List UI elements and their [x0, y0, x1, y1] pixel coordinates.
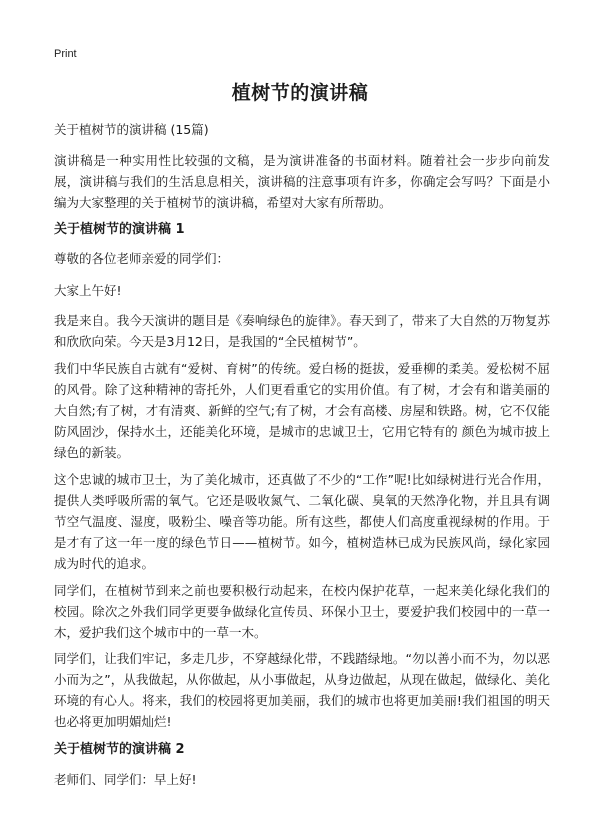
section2-greeting: 老师们、同学们：早上好!	[54, 772, 197, 787]
section-heading-1: 关于植树节的演讲稿 1	[54, 222, 185, 237]
section1-morning: 大家上午好!	[54, 283, 122, 298]
intro-paragraph: 演讲稿是一种实用性比较强的文稿，是为演讲准备的书面材料。随着社会一步步向前发展，演讲稿与我们的生活息息相关，演讲稿的注意事项有许多，你确定会写吗？下面是小编为大家整理的关于植树节的演讲稿，希望对大家有所帮助。	[54, 153, 550, 210]
document-subtitle: 关于植树节的演讲稿 (15篇)	[54, 122, 209, 137]
section1-paragraph-2: 我们中华民族自古就有“爱树、育树”的传统。爱白杨的挺拔，爱垂柳的柔美。爱松树不屈的风骨。除了这种精神的寄托外，人们更看重它的实用价值。有了树，才会有和谐美丽的大自然;有了树，才有清爽、新鲜的空气;有了树，才会有高楼、房屋和铁路。树，它不仅能防风固沙，保持水土，还能美化环境，是城市的忠诚卫士，它用它特有的 颜色为城市披上绿色的新装。	[54, 361, 550, 460]
section1-paragraph-3: 这个忠诚的城市卫士，为了美化城市，还真做了不少的“工作”呢!比如绿树进行光合作用，提供人类呼吸所需的氧气。它还是吸收氮气、二氧化碳、臭氧的天然净化物，并且具有调节空气温度、湿度，吸粉尘、噪音等功能。所有这些，都使人们高度重视绿树的作用。于是才有了这一年一度的绿色节日——植树节。如今，植树造林已成为民族风尚，绿化家园成为时代的追求。	[54, 472, 550, 571]
print-label[interactable]: Print	[54, 48, 77, 60]
section1-paragraph-4: 同学们，在植树节到来之前也要积极行动起来，在校内保护花草，一起来美化绿化我们的校园。除次之外我们同学更要争做绿化宣传员、环保小卫士，要爱护我们校园中的一草一木，爱护我们这个城市中的一草一木。	[54, 583, 550, 640]
page-title: 植树节的演讲稿	[231, 82, 369, 104]
section1-paragraph-5: 同学们，让我们牢记，多走几步，不穿越绿化带，不践踏绿地。“勿以善小而不为，勿以恶小而为之”，从我做起，从你做起，从小事做起，从身边做起，从现在做起，做绿化、美化环境的有心人。将来，我们的校园将更加美丽，我们的城市也将更加美丽!我们祖国的明天也必将更加明媚灿烂!	[54, 651, 550, 729]
section1-greeting: 尊敬的各位老师亲爱的同学们：	[54, 251, 230, 266]
section-heading-2: 关于植树节的演讲稿 2	[54, 742, 185, 757]
section1-paragraph-1: 我是来自。我今天演讲的题目是《奏响绿色的旋律》。春天到了，带来了大自然的万物复苏和欣欣向荣。今天是3月12日，是我国的“全民植树节”。	[54, 313, 550, 349]
